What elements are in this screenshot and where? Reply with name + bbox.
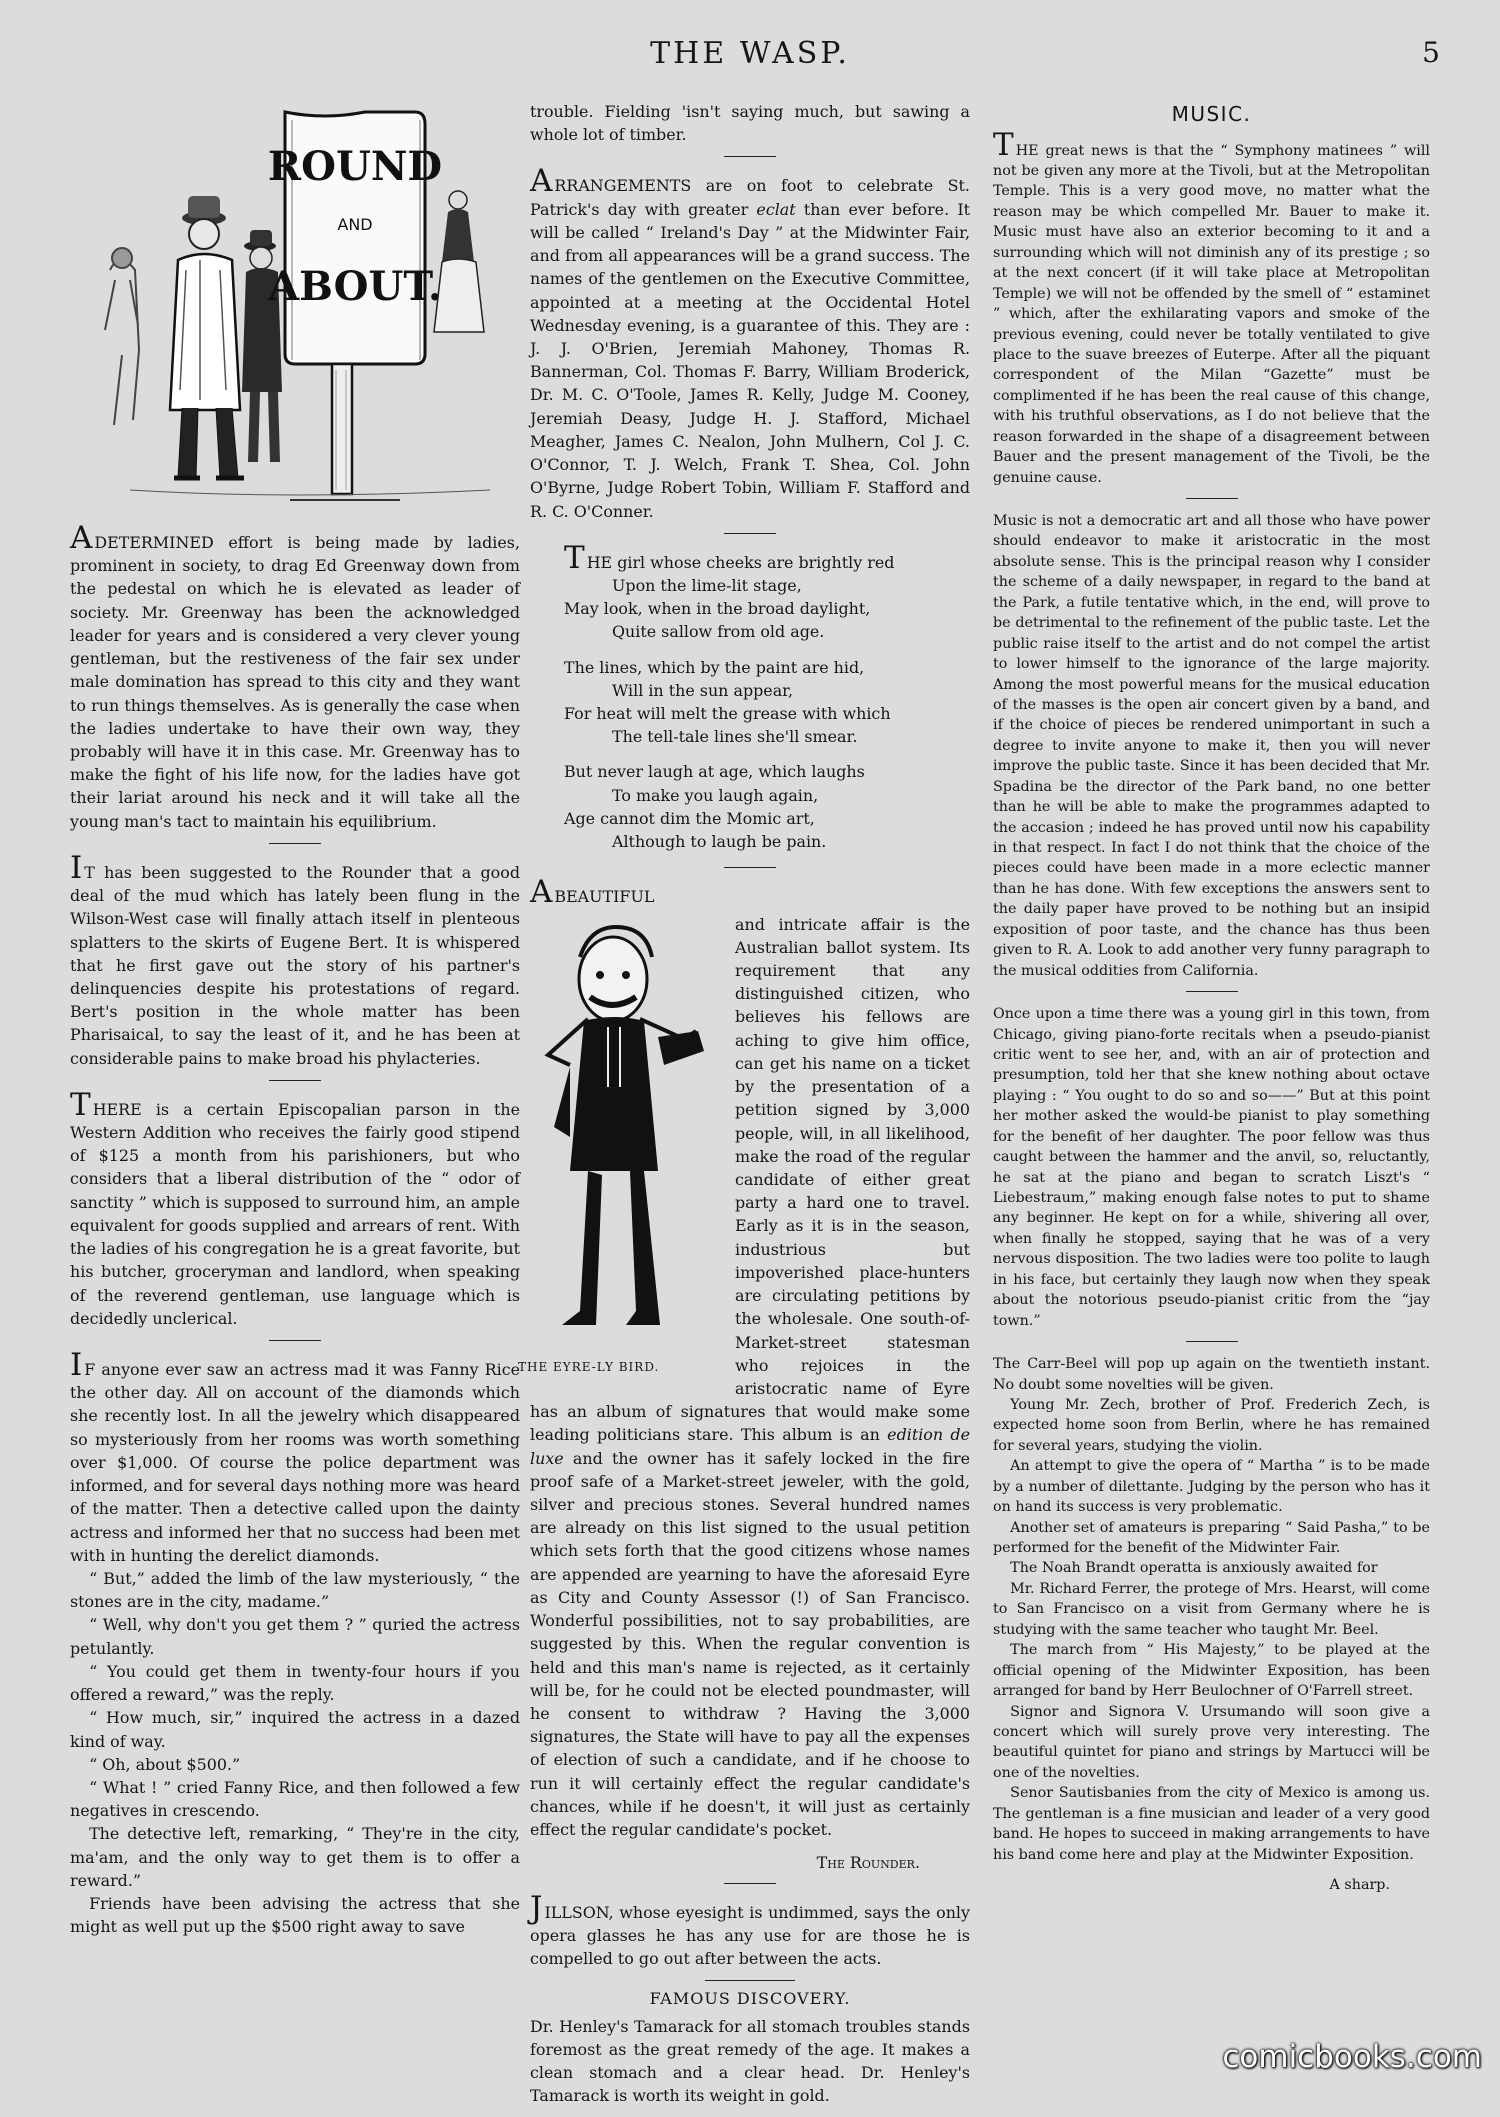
music-note: Signor and Signora V. Ursumando will soon give a concert which will surely prove very interesting. The beautiful quintet for piano and strings by Martucci will be one of the novelties. [993, 1703, 1430, 1781]
dropcap: A [530, 874, 553, 911]
masthead: THE WASP. [650, 36, 850, 71]
music-note: Mr. Richard Ferrer, the protege of Mrs. Hearst, will come to San Francisco on a visit from Germany where he is studying with the same teacher who taught Mr. Beel. [993, 1580, 1430, 1638]
running-head [0, 36, 1500, 76]
article-wilson-west [70, 849, 520, 1070]
poem-line: HE girl whose cheeks are brightly red [586, 552, 895, 572]
music-article-pseudo-pianist [993, 1004, 1430, 1331]
dropcap: A [530, 163, 553, 200]
standing-man-figure [170, 196, 244, 478]
dropcap: I [70, 1347, 83, 1383]
dropcap: J [530, 1889, 543, 1926]
poem-stanza [564, 760, 970, 853]
divider-rule [1186, 1341, 1238, 1342]
article-greenway [70, 520, 520, 833]
music-article-symphony [993, 126, 1430, 488]
article-body: trouble. Fielding 'isn't saying much, but sawing a whole lot of timber. [530, 102, 970, 145]
poem-stanza [564, 656, 970, 749]
music-note: The Carr-Beel will pop up again on the twentieth instant. No doubt some novelties will be given. [993, 1356, 1430, 1393]
lead-word: BEAUTIFUL [554, 887, 655, 907]
music-notes [993, 1354, 1430, 1865]
signature-rounder: The Rounder. [816, 1853, 920, 1873]
article-body: are on foot to celebrate St. Patrick's day with greater [530, 176, 970, 219]
divider-rule [269, 1080, 321, 1081]
dropcap: T [993, 126, 1014, 163]
article-paragraph: “ What ! ” cried Fanny Rice, and then followed a few negatives in crescendo. [70, 1777, 520, 1821]
article-body: effort is being made by ladies, prominent in society, to drag Ed Greenway down from the pedestal on which he is elevated as leader of society. Mr. Greenway has been the acknowledged leader for years and is considered a very clever young gentleman, but the restiveness of the fair sex under male domination has spread to this city and they want to run things themselves. As is generally the case when the ladies undertake to have their own way, they probably will have it in this case. Mr. Greenway has to make the fight of his life now, for the ladies have got their lariat around his neck and it will take all the young man's tact to maintain his equilibrium. [70, 533, 520, 831]
article-paragraph: “ Well, why don't you get them ? ” quried the actress petulantly. [70, 1615, 520, 1658]
article-body: Dr. Henley's Tamarack for all stomach troubles stands foremost as the great remedy of the age. It makes a clean stomach and a clear head. Dr. Henley's Tamarack is worth its weight in gold. [530, 2016, 970, 2106]
article-body: Once upon a time there was a young girl in this town, from Chicago, giving piano-forte recitals when a pseudo-pianist critic went to see her, and, with an air of protection and presumption, told her that she knew nothing about octave playing : “ You ought to do so and so——” But at this point her mother asked the would-be pianist to play something for the benefit of her daughter. The poor fellow was thus caught between the hammer and the anvil, so, reluctantly, he sat at the piano and began to scratch Liszt's “ Liebestraum,” making enough false notes to put to shame any beginner. He kept on for a while, shivering all over, when finally he stopped, saying that he was of a very nervous disposition. The two ladies were too polite to laugh in his face, but certainly they laugh now when they speak about the notorious pseudo-pianist critic from the “jay town.” [993, 1006, 1430, 1329]
article-continuation [530, 100, 970, 146]
music-note: Senor Sautisbanies from the city of Mexico is among us. The gentleman is a fine musician and leader of a very good band. He hopes to succeed in making arrangements to have his band come here and play at the Midwinter Exposition. [993, 1785, 1430, 1863]
article-episcopalian-parson [70, 1086, 520, 1330]
signboard [267, 112, 442, 500]
divider-rule [705, 1980, 795, 1981]
divider-rule [724, 533, 776, 534]
article-famous-discovery [530, 2015, 970, 2108]
article-paragraph: “ Oh, about $500.” [89, 1754, 241, 1774]
poem-line: To make you laugh again, [612, 785, 819, 805]
article-body: Music is not a democratic art and all those who have power should endeavor to make it aristocratic in the most absolute sense. This is the principal reason why I consider the scheme of a daily newspaper, in regard to the band at the Park, a futile tentative which, in the end, will prove to be detrimental to the refinement of the public taste. Let the public raise itself to the artist and do not compel the artist to lower himself to the ignorance of the large majority. Among the most powerful means for the musical education of the masses is the open air concert given by a band, and if the choice of pieces be rendered unimportant in such a degree to invite anyone to make it, then you will never improve the public taste. Since it has been decided that Mr. Spadina be the director of the Park band, no one better than he will be able to make the programmes adapted to the accasion ; indeed he has proved until now his capability in that respect. In fact I do not think that the choice of the pieces could have been made in a more eclectic manner than he has done. With few exceptions the answers sent to the daily paper have proved to be nothing but an insipid exposition of poor taste, and the chance has thus been given to R. A. Look to add another very funny paragraph to the musical oddities from California. [993, 513, 1430, 979]
illustration-caption: THE EYRE-LY BIRD. [518, 1359, 660, 1374]
round-and-about-illustration [70, 100, 520, 520]
music-note: Another set of amateurs is preparing “ Said Pasha,” to be performed for the benefit of the Midwinter Fair. [993, 1519, 1430, 1557]
dropcap: A [70, 520, 93, 556]
article-paragraph: “ But,” added the limb of the law mysteriously, “ the stones are in the city, madame.” [70, 1568, 520, 1612]
section-heading-music: MUSIC. [1171, 102, 1252, 126]
lead-word: DETERMINED [94, 533, 214, 552]
music-note: Young Mr. Zech, brother of Prof. Frederich Zech, is expected home soon from Berlin, where he has remained for several years, studying the violin. [993, 1396, 1430, 1454]
poem-line: Although to laugh be pain. [612, 832, 827, 852]
column-1 [70, 100, 520, 1948]
article-paragraph: The detective left, remarking, “ They're in the city, ma'am, and the only way to get them is to offer a reward.” [70, 1824, 520, 1890]
poem-line: Upon the lime-lit stage, [612, 575, 802, 595]
column-3-music [993, 100, 1430, 1901]
poem-line: The tell-tale lines she'll smear. [612, 727, 858, 747]
poem-stanza [564, 539, 970, 644]
article-body: and intricate affair is the Australian ballot system. Its requirement that any distinguished citizen, who believes his fellows are aching to give him office, can get his name on a ticket by the presentation of a petition signed by 3,000 people, will, in all likelihood, make the road of the regular candidate of either great party a hard one to travel. Early as it is in the season, industrious but impoverished place-hunters are circulating petitions by the wholesale. One south-of-Market-street statesman who rejoices in the aristocratic name of Eyre has an album of signatures that would make some leading politicians stare. This album is an [530, 914, 970, 1445]
dropcap: T [564, 539, 585, 576]
divider-rule [724, 1883, 776, 1884]
column-2 [518, 100, 971, 2117]
watermark: comicbooks.com [1222, 2039, 1482, 2075]
divider-rule [724, 867, 776, 868]
poem-line: For heat will melt the grease with which [564, 704, 891, 724]
article-body: ILLSON, whose eyesight is undimmed, says the only opera glasses he has any use for are those he is compelled to go out after between the acts. [530, 1902, 970, 1968]
music-article-democratic-art [993, 511, 1430, 981]
article-body: and the owner has it safely locked in the fire proof safe of a Market-street jeweler, with the gold, silver and precious stones. Several hundred names are already on this list signed to the usual petition which sets forth that the good citizens whose names are appended are yearning to have the aforesaid Eyre as City and County Assessor (!) of San Francisco. Wonderful possibilities, not to say probabilities, are suggested by this. When the regular convention is held and this man's name is rejected, as it certainly will be, for he could not be elected poundmaster, will he consent to withdraw ? Having the 3,000 signatures, the State will have to pay all the expenses of election of such a candidate, and if he choose to run it will certainly effect the regular candidate's chances, while if he doesn't, it will just as certainly effect the regular candidate's pocket. [530, 1448, 970, 1840]
sign-word-about: ABOUT. [268, 263, 442, 310]
article-paragraph: “ You could get them in twenty-four hours if you offered a reward,” was the reply. [70, 1661, 520, 1705]
poem-line: May look, when in the broad daylight, [564, 599, 871, 619]
poem-line: Will in the sun appear, [612, 680, 794, 700]
article-paragraph: F anyone ever saw an actress mad it was Fanny Rice the other day. All on account of the diamonds which she recently lost. In all the jewelry which disappeared so mysteriously from her rooms was worth something over $1,000. Of course the police department was informed, and for several days nothing more was heard of the matter. Then a detective called upon the dainty actress and informed her that no success had been met with in hunting the derelict diamonds. [70, 1360, 520, 1565]
italic-phrase: edition de luxe [530, 1425, 970, 1468]
article-body: than ever before. It will be called “ Ireland's Day ” at the Midwinter Fair, and from all appearances will be a grand success. The names of the gentlemen on the Executive Committee, appointed at a meeting at the Occidental Hotel Wednesday evening, is a guarantee of this. They are : J. J. O'Brien, Jeremiah Mahoney, Thomas R. Bannerman, Col. Thomas F. Barry, William Broderick, Dr. M. C. O'Toole, James R. Kelly, Judge M. Cooney, Jeremiah Deasy, Judge H. J. Stafford, Michael Meagher, James C. Nealon, John Mulhern, Col J. C. O'Connor, T. J. Welch, Frank T. Shea, Col. John O'Byrne, Judge Robert Tobin, William F. Stafford and R. C. O'Conner. [530, 199, 971, 521]
page-number: 5 [1422, 36, 1440, 69]
caricature-figure [548, 927, 704, 1325]
poem-line: Age cannot dim the Momic art, [564, 808, 815, 828]
signature-a-sharp: A sharp. [1329, 1877, 1390, 1894]
lady-figure [434, 191, 484, 332]
music-note: The Noah Brandt operatta is anxiously awaited for [1010, 1560, 1378, 1577]
article-australian-ballot [518, 874, 970, 1841]
lead-word: RRANGEMENTS [554, 176, 692, 196]
article-body: HERE is a certain Episcopalian parson in the Western Addition who receives the fairly good stipend of $125 a month from his parishioners, but who considers that a liberal distribution of the “ odor of sanctity ” which is supposed to surround him, an ample equivalent for goods supplied and arrears of rent. With the ladies of his congregation he is a great favorite, but his butcher, groceryman and landlord, when speaking of the reverend gentleman, use language which is decidedly unclerical. [70, 1099, 520, 1328]
article-st-patricks-day [530, 163, 971, 522]
italic-word: eclat [756, 199, 796, 219]
sign-word-and: AND [337, 215, 373, 234]
section-heading-famous-discovery: FAMOUS DISCOVERY. [649, 1989, 851, 2009]
divider-rule [269, 1340, 321, 1341]
divider-rule [269, 843, 321, 844]
poem-line: Quite sallow from old age. [612, 622, 825, 642]
dropcap: I [70, 849, 83, 886]
article-fanny-rice [70, 1347, 520, 1938]
poem-line: The lines, which by the paint are hid, [564, 657, 865, 677]
eyre-ly-bird-illustration [518, 917, 723, 1379]
article-jillson [530, 1889, 970, 1971]
article-paragraph: Friends have been advising the actress that she might as well put up the $500 right away to save [70, 1894, 520, 1937]
sign-word-round: ROUND [267, 143, 443, 190]
article-paragraph: “ How much, sir,” inquired the actress in a dazed kind of way. [70, 1708, 520, 1751]
music-note: The march from “ His Majesty,” to be played at the official opening of the Midwinter Exposition, has been arranged for band by Herr Beulochner of O'Farrell street. [993, 1642, 1430, 1700]
divider-rule [1186, 498, 1238, 499]
article-body: T has been suggested to the Rounder that a good deal of the mud which has lately been flung in the Wilson-West case will finally attach itself in plenteous splatters to the skirts of Eugene Bert. It is whispered that he first gave out the story of his partner's delinquencies despite his protestations of regard. Bert's position in the whole matter has been Pharisaical, to say the least of it, and he has been at considerable pains to make broad his phylacteries. [70, 862, 520, 1068]
poem-line: But never laugh at age, which laughs [564, 762, 865, 782]
divider-rule [1186, 991, 1238, 992]
dropcap: T [70, 1086, 91, 1123]
music-note: An attempt to give the opera of “ Martha ” is to be made by a number of dilettante. Judging by the person who has it on hand its success is very problematic. [993, 1458, 1430, 1516]
poem [564, 539, 970, 854]
divider-rule [724, 156, 776, 157]
article-body: HE great news is that the “ Symphony matinees ” will not be given any more at the Tivoli, but at the Metropolitan Temple. This is a very good move, no matter what the reason may be which compelled Mr. Bauer to make it. Music must have also an exterior becoming to it and a surrounding which will not diminish any of its prestige ; so at the next concert (if it will take place at Metropolitan Temple) we will not be offended by the smell of “ estaminet ” which, after the exhilarating vapors and smoke of the previous evening, could never be totally ventilated to give place to the suave breezes of Euterpe. After all the piquant correspondent of the Milan “Gazette” must be complimented if he has been the real cause of this change, with his truthful observations, as I do not believe that the reason forwarded in the shape of a disagreement between Bauer and the present management of the Tivoli, be the genuine cause. [993, 142, 1430, 486]
